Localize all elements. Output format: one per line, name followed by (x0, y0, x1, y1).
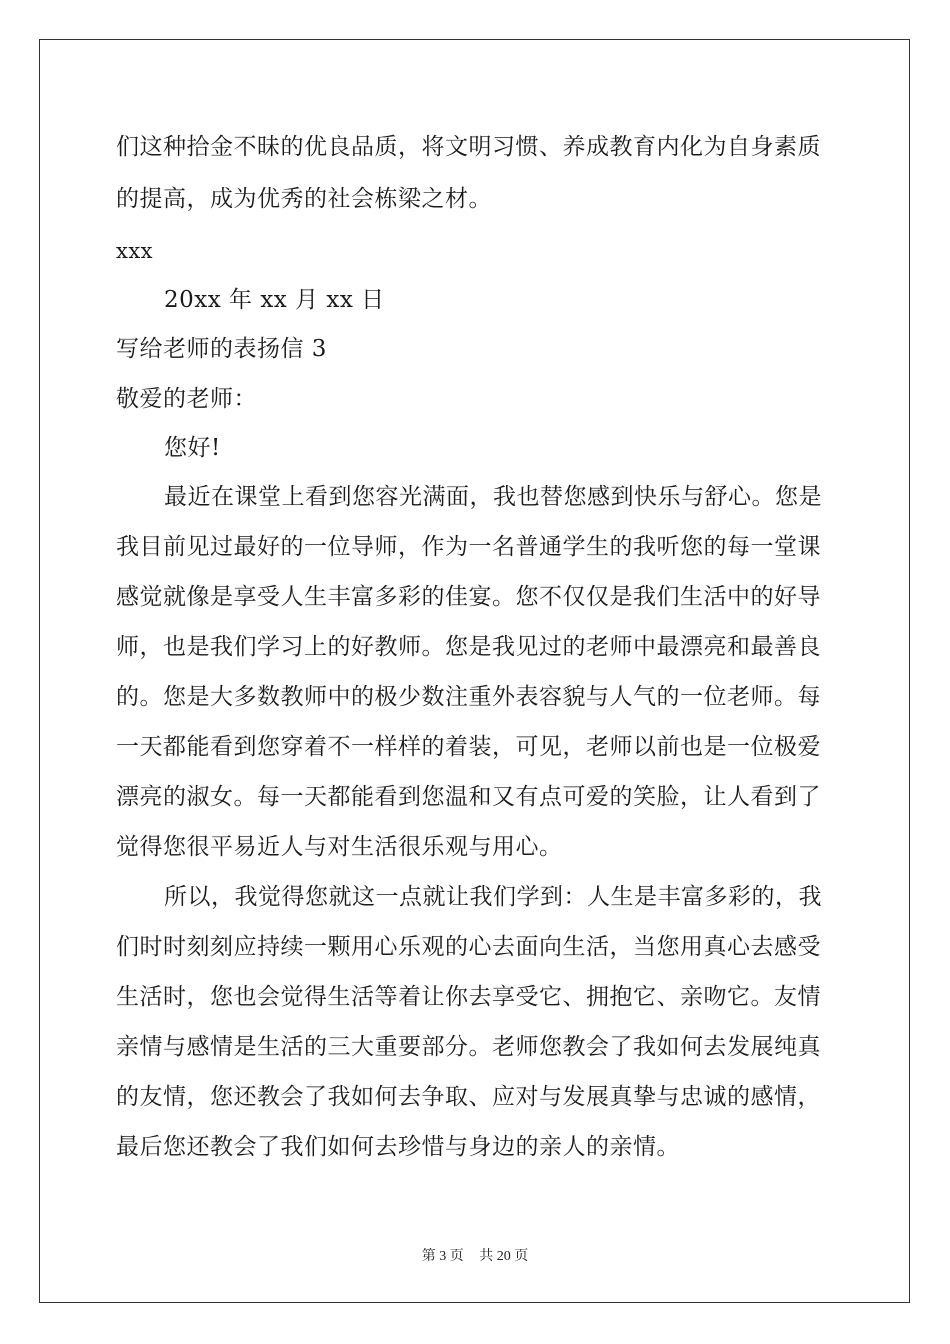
salutation: 敬爱的老师： (116, 386, 257, 412)
page-footer (0, 1245, 950, 1265)
paragraph-line: 亲情与感情是生活的三大重要部分。老师您教会了我如何去发展纯真 (116, 1034, 821, 1060)
paragraph-line: 师，也是我们学习上的好教师。您是我见过的老师中最漂亮和最善良 (116, 634, 821, 660)
section-title: 写给老师的表扬信 3 (116, 336, 327, 362)
signature: xxx (116, 239, 154, 263)
paragraph-line: 觉得您很平易近人与对生活很乐观与用心。 (116, 834, 563, 860)
page-total: 共 20 页 (479, 1249, 529, 1264)
page-border (39, 39, 910, 1303)
paragraph-line: 一天都能看到您穿着不一样样的着装，可见，老师以前也是一位极爱 (116, 734, 821, 760)
paragraph-line: 感觉就像是享受人生丰富多彩的佳宴。您不仅仅是我们生活中的好导 (116, 584, 821, 610)
greeting: 您好! (164, 435, 221, 461)
paragraph-line: 所以，我觉得您就这一点就让我们学到：人生是丰富多彩的，我 (164, 884, 822, 910)
paragraph-line: 生活时，您也会觉得生活等着让你去享受它、拥抱它、亲吻它。友情 (116, 984, 821, 1010)
page-number: 第 3 页 (421, 1249, 464, 1264)
paragraph-line: 的友情，您还教会了我如何去争取、应对与发展真挚与忠诚的感情， (116, 1084, 821, 1110)
paragraph-line: 们时时刻刻应持续一颗用心乐观的心去面向生活，当您用真心去感受 (116, 934, 821, 960)
paragraph-line: 最后您还教会了我们如何去珍惜与身边的亲人的亲情。 (116, 1134, 680, 1160)
paragraph-line: 的提高，成为优秀的社会栋梁之材。 (116, 186, 492, 212)
paragraph-line: 们这种拾金不昧的优良品质，将文明习惯、养成教育内化为自身素质 (116, 134, 821, 160)
paragraph-line: 最近在课堂上看到您容光满面，我也替您感到快乐与舒心。您是 (164, 484, 822, 510)
paragraph-line: 的。您是大多数教师中的极少数注重外表容貌与人气的一位老师。每 (116, 684, 821, 710)
paragraph-line: 漂亮的淑女。每一天都能看到您温和又有点可爱的笑脸，让人看到了 (116, 784, 821, 810)
paragraph-line: 我目前见过最好的一位导师，作为一名普通学生的我听您的每一堂课 (116, 534, 821, 560)
letter-date: 20xx 年 xx 月 xx 日 (164, 287, 385, 313)
